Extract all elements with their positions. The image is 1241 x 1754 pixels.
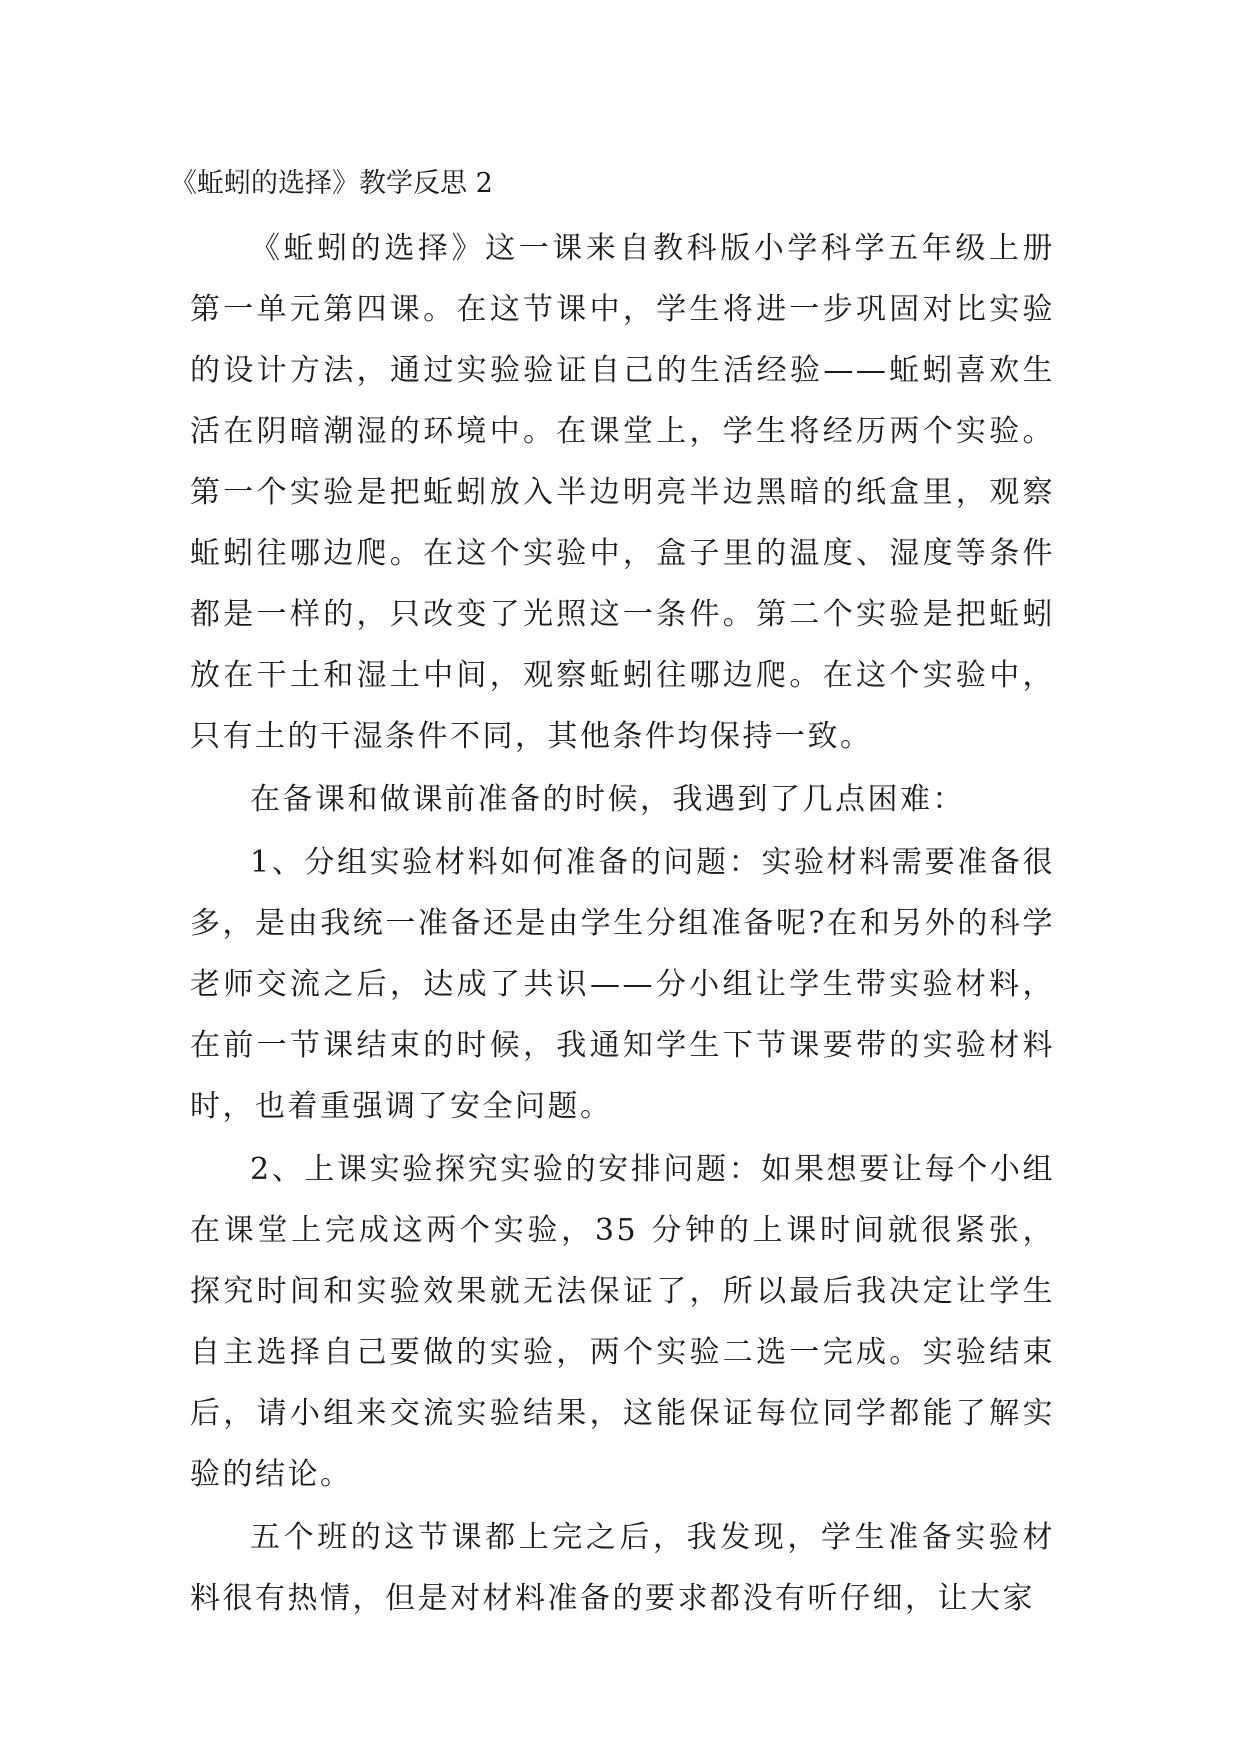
document-body: [190, 218, 1055, 1631]
paragraph-intro: 《蚯蚓的选择》这一课来自教科版小学科学五年级上册第一单元第四课。在这节课中，学生将进一步巩固对比实验的设计方法，通过实验验证自己的生活经验——蚯蚓喜欢生活在阴暗潮湿的环境中。在课堂上，学生将经历两个实验。第一个实验是把蚯蚓放入半边明亮半边黑暗的纸盒里，观察蚯蚓往哪边爬。在这个实验中，盒子里的温度、湿度等条件都是一样的，只改变了光照这一条件。第二个实验是把蚯蚓放在干土和湿土中间，观察蚯蚓往哪边爬。在这个实验中，只有土的干湿条件不同，其他条件均保持一致。: [190, 231, 1055, 754]
paragraph-point-1: 1、分组实验材料如何准备的问题：实验材料需要准备很多，是由我统一准备还是由学生分组准备呢?在和另外的科学老师交流之后，达成了共识——分小组让学生带实验材料，在前一节课结束的时候，我通知学生下节课要带的实验材料时，也着重强调了安全问题。: [190, 845, 1055, 1124]
paragraph-reflection: 五个班的这节课都上完之后，我发现，学生准备实验材料很有热情，但是对材料准备的要求都没有听仔细，让大家: [190, 1520, 1055, 1616]
document-title: 《蚯蚓的选择》教学反思 2: [170, 168, 493, 199]
paragraph-point-2: 2、上课实验探究实验的安排问题：如果想要让每个小组在课堂上完成这两个实验，35 分钟的上课时间就很紧张，探究时间和实验效果就无法保证了，所以最后我决定让学生自主选择自己要做的实验，两个实验二选一完成。实验结束后，请小组来交流实验结果，这能保证每位同学都能了解实验的结论。: [190, 1152, 1055, 1492]
paragraph-difficulties: 在备课和做课前准备的时候，我遇到了几点困难：: [250, 782, 965, 817]
